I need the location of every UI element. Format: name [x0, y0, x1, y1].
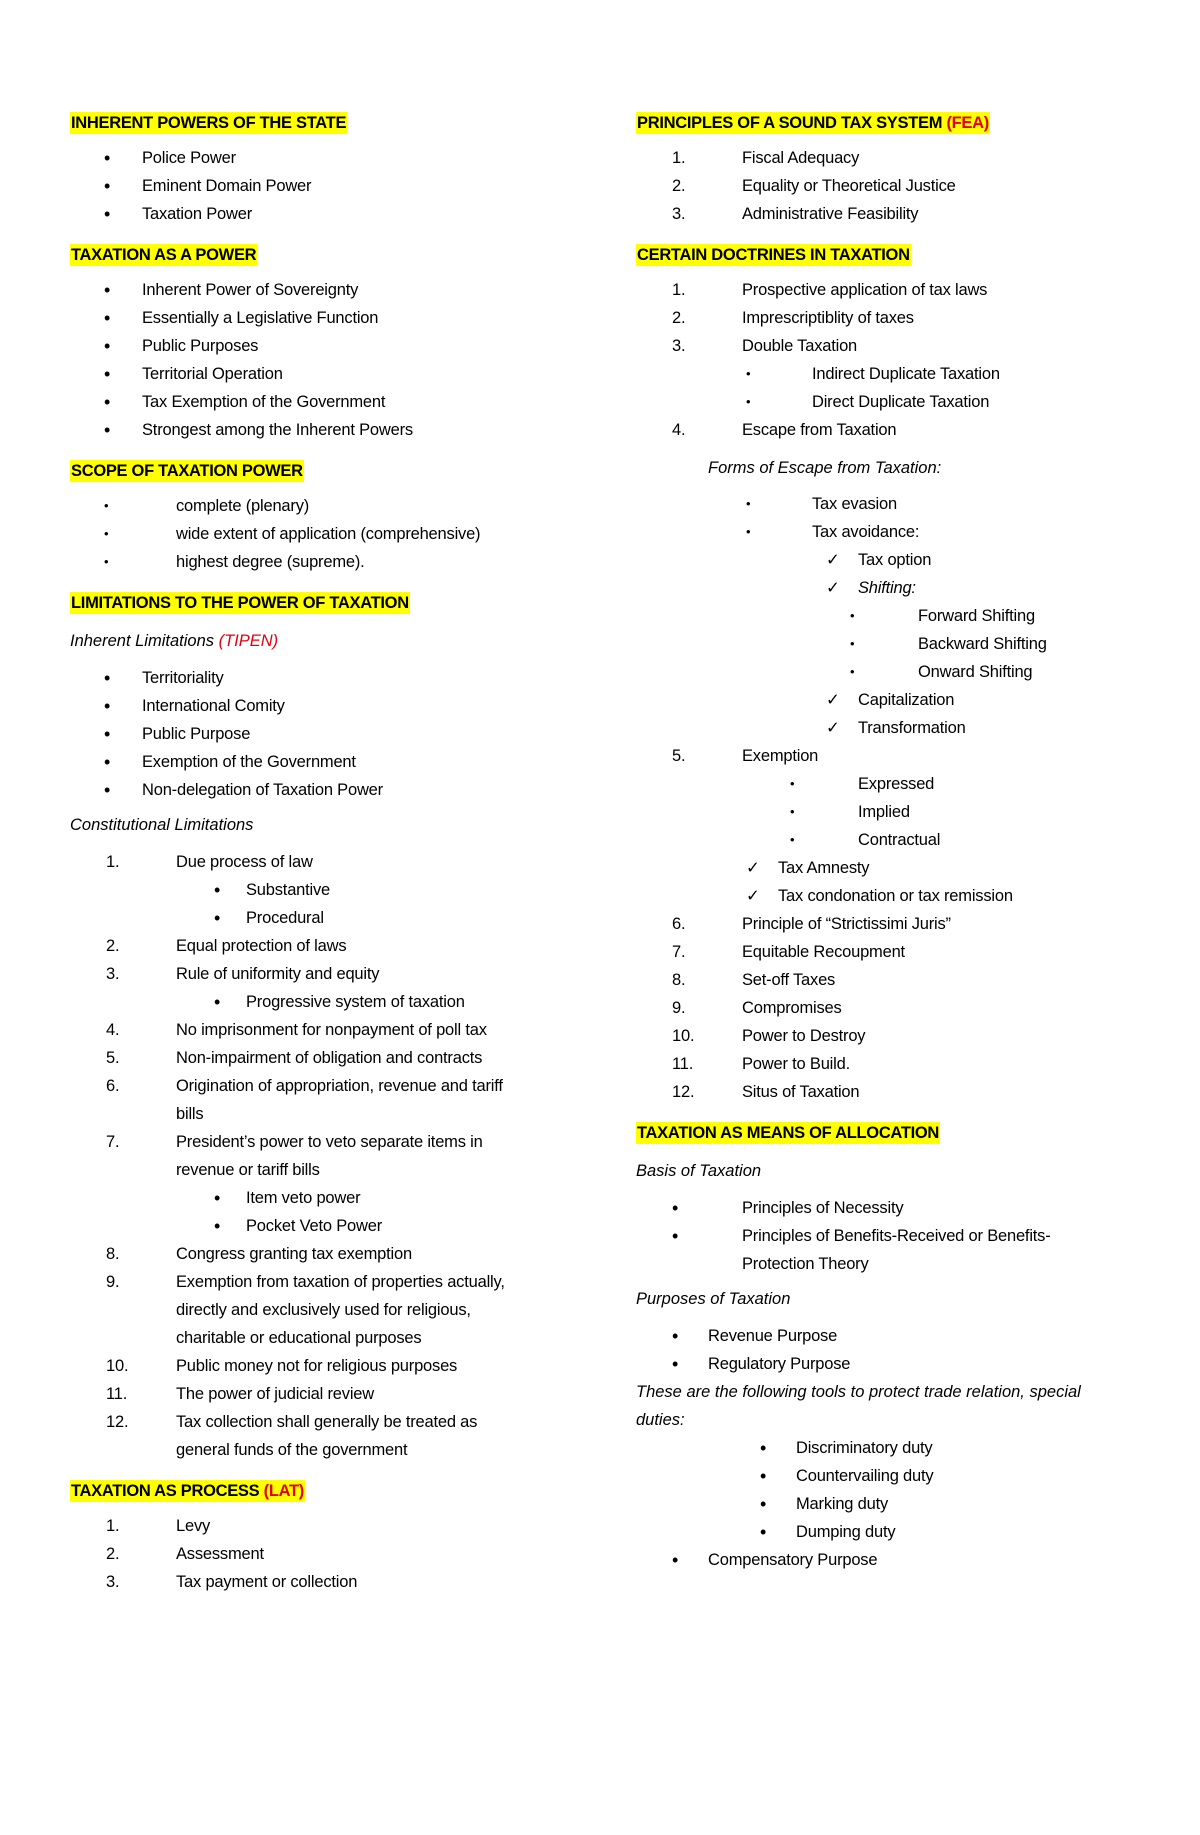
list-item: 4. Escape from Taxation	[672, 421, 897, 439]
heading-text: TAXATION AS PROCESS	[71, 1482, 260, 1500]
check-icon: ✓	[826, 579, 840, 597]
acronym: (TIPEN)	[218, 632, 279, 650]
nested-list	[636, 360, 1156, 416]
list-item: 10. Power to Destroy	[672, 1027, 866, 1045]
item-text: Power to Build.	[742, 1055, 850, 1073]
item-text: Equitable Recoupment	[742, 943, 905, 961]
check-icon: ✓	[746, 859, 760, 877]
list-item: 7. Equitable Recoupment	[672, 943, 905, 961]
list-item: • Inherent Power of Sovereignty	[70, 276, 570, 304]
list-item: 1. Levy	[106, 1517, 211, 1535]
check-list	[636, 546, 1156, 602]
item-text: Principle of “Strictissimi Juris”	[742, 915, 951, 933]
section-heading: INHERENT POWERS OF THE STATE	[71, 114, 347, 132]
list-item: 6. Origination of appropriation, revenue and tariff bills	[106, 1077, 503, 1123]
numbered-list	[70, 848, 570, 876]
check-list	[636, 686, 1156, 742]
list-item: 2. Equality or Theoretical Justice	[672, 177, 956, 195]
item-text: Due process of law	[176, 853, 313, 871]
nested-list	[70, 1184, 570, 1240]
section-heading: TAXATION AS MEANS OF ALLOCATION	[637, 1124, 940, 1142]
list-item: 8. Set-off Taxes	[672, 971, 836, 989]
basis-label: Basis of Taxation	[636, 1162, 762, 1180]
list-item: • Tax Exemption of the Government	[70, 388, 570, 416]
item-text: President’s power to veto separate items in	[176, 1133, 483, 1151]
section-heading	[70, 1480, 305, 1502]
acronym: (LAT)	[263, 1482, 304, 1500]
taxation-process-section	[70, 1480, 570, 1596]
list-item: • wide extent of application (comprehensive)	[70, 520, 570, 548]
right-column	[636, 112, 1156, 1590]
list-item: • Territorial Operation	[70, 360, 570, 388]
bullet-list	[636, 1194, 1156, 1278]
list-item: • Procedural	[70, 904, 570, 932]
list-item: • Indirect Duplicate Taxation	[636, 360, 1156, 388]
acronym: (FEA)	[946, 114, 989, 132]
inherent-powers-section	[70, 112, 570, 228]
list-item	[636, 574, 1156, 602]
numbered-list	[70, 1240, 570, 1464]
item-text: Congress granting tax exemption	[176, 1245, 412, 1263]
label-text: Inherent Limitations	[70, 632, 214, 650]
list-item: • Implied	[636, 798, 1156, 826]
nested-list	[636, 602, 1156, 686]
doctrines-section	[636, 244, 1156, 1106]
list-item	[636, 686, 1156, 714]
list-item: • Principles of Necessity	[636, 1194, 1156, 1222]
scope-section	[70, 460, 570, 576]
list-item: • Onward Shifting	[636, 658, 1156, 686]
item-text-cont: general funds of the government	[176, 1441, 408, 1459]
list-item: • Strongest among the Inherent Powers	[70, 416, 570, 444]
numbered-list	[636, 144, 1156, 228]
nested-list	[70, 988, 570, 1016]
inherent-limitations-label	[70, 630, 570, 652]
numbered-list	[636, 742, 1156, 770]
list-item: • Direct Duplicate Taxation	[636, 388, 1156, 416]
note-text: These are the following tools to protect trade relation, special	[636, 1383, 1081, 1401]
list-item: • Countervailing duty	[636, 1462, 1156, 1490]
list-item: • Contractual	[636, 826, 1156, 854]
numbered-list	[636, 910, 1156, 1106]
numbered-list	[70, 1512, 570, 1596]
list-item	[636, 546, 1156, 574]
list-item: • Police Power	[70, 144, 570, 172]
numbered-list	[636, 416, 1156, 444]
section-heading: CERTAIN DOCTRINES IN TAXATION	[637, 246, 910, 264]
item-text: Fiscal Adequacy	[742, 149, 860, 167]
list-item: • Eminent Domain Power	[70, 172, 570, 200]
list-item: 12. Situs of Taxation	[672, 1083, 860, 1101]
item-text: Compromises	[742, 999, 842, 1017]
list-item: • Item veto power	[70, 1184, 570, 1212]
list-item: 11. The power of judicial review	[106, 1385, 374, 1403]
bullet-list	[636, 1434, 1156, 1546]
item-text: Situs of Taxation	[742, 1083, 860, 1101]
item-text: Tax collection shall generally be treated as	[176, 1413, 478, 1431]
list-item: • Substantive	[70, 876, 570, 904]
item-text-cont: directly and exclusively used for religious,	[176, 1301, 471, 1319]
item-text: Rule of uniformity and equity	[176, 965, 380, 983]
item-text: No imprisonment for nonpayment of poll tax	[176, 1021, 487, 1039]
list-item: 1. Fiscal Adequacy	[672, 149, 860, 167]
escape-forms-label: Forms of Escape from Taxation:	[708, 459, 942, 477]
list-item: • Dumping duty	[636, 1518, 1156, 1546]
list-item: 3. Administrative Feasibility	[672, 205, 919, 223]
check-icon: ✓	[826, 551, 840, 569]
list-item: • Forward Shifting	[636, 602, 1156, 630]
section-heading: SCOPE OF TAXATION POWER	[71, 462, 303, 480]
item-text: The power of judicial review	[176, 1385, 374, 1403]
list-item: 10. Public money not for religious purposes	[106, 1357, 458, 1375]
numbered-list	[70, 932, 570, 988]
list-item: • Non-delegation of Taxation Power	[70, 776, 570, 804]
item-text-cont: charitable or educational purposes	[176, 1329, 422, 1347]
item-text: Tax condonation or tax remission	[778, 887, 1013, 905]
item-text: Equal protection of laws	[176, 937, 347, 955]
item-text: Levy	[176, 1517, 211, 1535]
list-item: 3. Tax payment or collection	[106, 1573, 358, 1591]
list-item: 3. Rule of uniformity and equity	[106, 965, 380, 983]
item-text: Equality or Theoretical Justice	[742, 177, 956, 195]
list-item: • Tax evasion	[636, 490, 1156, 518]
list-item: • Regulatory Purpose	[636, 1350, 1156, 1378]
list-item: • Progressive system of taxation	[70, 988, 570, 1016]
item-text: Principles of Benefits-Received or Benefits-	[742, 1227, 1051, 1245]
item-text: Exemption	[742, 747, 819, 765]
bullet-list	[70, 144, 570, 228]
list-item: 1. Due process of law	[106, 853, 313, 871]
list-item: 1. Prospective application of tax laws	[672, 281, 988, 299]
list-item: 2. Imprescriptiblity of taxes	[672, 309, 914, 327]
list-item: • Pocket Veto Power	[70, 1212, 570, 1240]
nested-list	[636, 490, 1156, 546]
special-duties-note	[636, 1378, 1156, 1434]
list-item: • Public Purposes	[70, 332, 570, 360]
list-item: 6. Principle of “Strictissimi Juris”	[672, 915, 951, 933]
numbered-list	[70, 1016, 570, 1184]
section-heading	[636, 112, 990, 134]
item-text-cont: revenue or tariff bills	[176, 1161, 320, 1179]
allocation-section	[636, 1122, 1156, 1574]
list-item: • Territoriality	[70, 664, 570, 692]
left-column	[70, 112, 570, 1612]
list-item	[636, 882, 1156, 910]
list-item: 4. No imprisonment for nonpayment of poll tax	[106, 1021, 487, 1039]
list-item: 9. Exemption from taxation of properties actually, directly and exclusively used for religious, charitable or educational purposes	[106, 1273, 505, 1347]
list-item: 2. Assessment	[106, 1545, 264, 1563]
item-text: Power to Destroy	[742, 1027, 866, 1045]
item-text-cont: Protection Theory	[742, 1255, 869, 1273]
list-item: • highest degree (supreme).	[70, 548, 570, 576]
list-item: • Exemption of the Government	[70, 748, 570, 776]
item-text: Administrative Feasibility	[742, 205, 919, 223]
list-item: 11. Power to Build.	[672, 1055, 850, 1073]
item-text: Double Taxation	[742, 337, 858, 355]
list-item: 5. Exemption	[672, 747, 819, 765]
section-heading: LIMITATIONS TO THE POWER OF TAXATION	[71, 594, 409, 612]
item-text: Exemption from taxation of properties actually,	[176, 1273, 505, 1291]
list-item: • Public Purpose	[70, 720, 570, 748]
list-item: 12. Tax collection shall generally be treated as general funds of the government	[106, 1413, 478, 1459]
numbered-list	[636, 276, 1156, 360]
check-list	[636, 854, 1156, 910]
bullet-list	[636, 1322, 1156, 1378]
principles-section	[636, 112, 1156, 228]
item-text: Shifting:	[858, 579, 916, 597]
list-item: • Backward Shifting	[636, 630, 1156, 658]
item-text: Escape from Taxation	[742, 421, 897, 439]
list-item: • Marking duty	[636, 1490, 1156, 1518]
limitations-section	[70, 592, 570, 1464]
item-text: Capitalization	[858, 691, 955, 709]
item-text: Origination of appropriation, revenue and tariff	[176, 1077, 503, 1095]
list-item: • Discriminatory duty	[636, 1434, 1156, 1462]
list-item: • Revenue Purpose	[636, 1322, 1156, 1350]
heading-text: PRINCIPLES OF A SOUND TAX SYSTEM	[637, 114, 943, 132]
list-item: • Taxation Power	[70, 200, 570, 228]
item-text: Set-off Taxes	[742, 971, 836, 989]
list-item: 7. President’s power to veto separate items in revenue or tariff bills	[106, 1133, 483, 1179]
item-text: Tax Amnesty	[778, 859, 870, 877]
bullet-list	[70, 664, 570, 804]
check-icon: ✓	[826, 719, 840, 737]
item-text: Assessment	[176, 1545, 264, 1563]
list-item: 5. Non-impairment of obligation and contracts	[106, 1049, 483, 1067]
list-item: • International Comity	[70, 692, 570, 720]
constitutional-limitations-label: Constitutional Limitations	[70, 816, 254, 834]
bullet-list	[636, 1546, 1156, 1574]
item-text-cont: bills	[176, 1105, 204, 1123]
item-text: Prospective application of tax laws	[742, 281, 988, 299]
purposes-label: Purposes of Taxation	[636, 1290, 791, 1308]
nested-list	[70, 876, 570, 932]
taxation-as-power-section	[70, 244, 570, 444]
list-item: • Essentially a Legislative Function	[70, 304, 570, 332]
list-item: • Tax avoidance:	[636, 518, 1156, 546]
item-text: Public money not for religious purposes	[176, 1357, 458, 1375]
bullet-list	[70, 276, 570, 444]
item-text: Tax payment or collection	[176, 1573, 358, 1591]
check-icon: ✓	[826, 691, 840, 709]
item-text: Tax option	[858, 551, 932, 569]
list-item	[636, 1222, 1156, 1278]
list-item: 2. Equal protection of laws	[106, 937, 347, 955]
list-item: 9. Compromises	[672, 999, 842, 1017]
list-item: • complete (plenary)	[70, 492, 570, 520]
list-item	[636, 854, 1156, 882]
item-text: Non-impairment of obligation and contracts	[176, 1049, 483, 1067]
item-text: Imprescriptiblity of taxes	[742, 309, 914, 327]
list-item: 8. Congress granting tax exemption	[106, 1245, 412, 1263]
bullet-list	[70, 492, 570, 576]
note-text-cont: duties:	[636, 1411, 685, 1429]
list-item: • Expressed	[636, 770, 1156, 798]
item-text: Transformation	[858, 719, 966, 737]
list-item	[636, 714, 1156, 742]
section-heading: TAXATION AS A POWER	[71, 246, 257, 264]
nested-list	[636, 770, 1156, 854]
check-icon: ✓	[746, 887, 760, 905]
list-item: 3. Double Taxation	[672, 337, 858, 355]
list-item: • Compensatory Purpose	[636, 1546, 1156, 1574]
